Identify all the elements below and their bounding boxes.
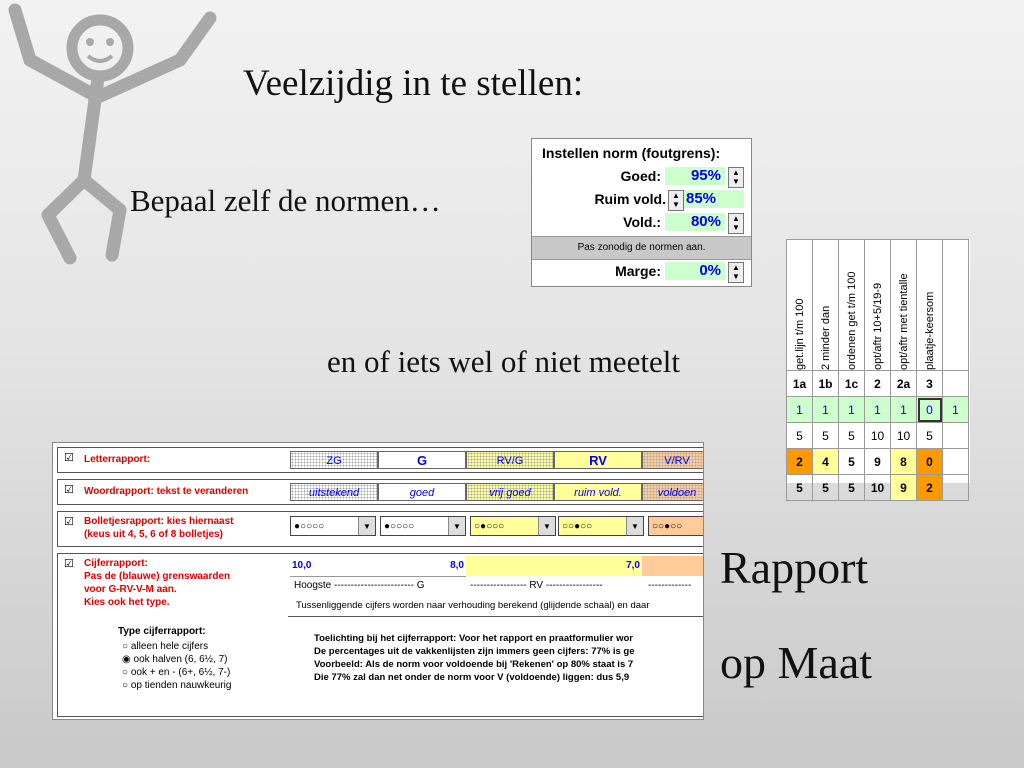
grid-code-cell: 1c	[839, 371, 865, 397]
normen-heading: Bepaal zelf de normen…	[130, 183, 441, 218]
norm-row-vold	[532, 212, 751, 233]
grade-label-4: Kies ook het type.	[84, 597, 170, 608]
dots-select-5[interactable]: ○○●○○	[648, 516, 704, 536]
grid-header-cell: 2 minder dan	[813, 240, 839, 371]
grid-cell: 9	[865, 449, 891, 475]
grade-range-g	[290, 556, 466, 577]
grid-cell: 2	[917, 475, 943, 501]
grid-header-cell: opt/aftr 10+5/19-9	[865, 240, 891, 371]
grid-cell: 8	[891, 449, 917, 475]
dots-select-4[interactable]: ○○●○○ ▼	[558, 516, 644, 536]
grid-cell: 10	[865, 423, 891, 449]
grid-cell: 2	[787, 449, 813, 475]
grid-cell: 5	[787, 423, 813, 449]
norm-value-ruim[interactable]: 85%	[684, 190, 744, 208]
grid-code-cell: 1a	[787, 371, 813, 397]
report-settings-panel	[52, 442, 704, 720]
grid-cell: 5	[839, 423, 865, 449]
grid-cell: 5	[813, 423, 839, 449]
norm-row-marge	[532, 261, 751, 282]
grade-range-label-v: -------------	[648, 580, 692, 591]
grid-header-cell: opt/aftr met tientalle	[891, 240, 917, 371]
grid-cell: 10	[891, 423, 917, 449]
word-label: Woordrapport: tekst te veranderen	[84, 486, 249, 497]
grade-option-2[interactable]: ○ ook + en - (6+, 6½, 7-)	[122, 667, 231, 678]
norm-spinner-vold[interactable]: ▲ ▼	[728, 213, 744, 234]
grade-checkbox[interactable]: ☑	[64, 558, 74, 570]
rapport-heading: Rapport	[720, 542, 869, 593]
grid-cell: 0	[917, 449, 943, 475]
grade-divider	[288, 616, 704, 617]
chevron-down-icon[interactable]: ▼	[358, 517, 375, 535]
grade-label-1: Cijferrapport:	[84, 558, 148, 569]
letter-cell-rv[interactable]: RV	[554, 451, 642, 469]
letter-cell-vrv[interactable]: V/RV	[642, 451, 704, 469]
grade-note: Tussenliggende cijfers worden naar verhouding berekend (glijdende schaal) en daar	[296, 600, 650, 611]
letter-report-block	[57, 447, 704, 473]
chevron-down-icon[interactable]: ▼	[538, 517, 555, 535]
grade-label-2: Pas de (blauwe) grenswaarden	[84, 571, 231, 582]
dots-select-1[interactable]: ●○○○○ ▼	[290, 516, 376, 536]
dots-select-2[interactable]: ●○○○○ ▼	[380, 516, 466, 536]
grid-cell: 5	[813, 475, 839, 501]
norm-value-goed[interactable]: 95%	[665, 167, 725, 185]
letter-cell-g[interactable]: G	[378, 451, 466, 469]
norm-hint: Pas zonodig de normen aan.	[532, 236, 751, 260]
letter-checkbox[interactable]: ☑	[64, 452, 74, 464]
dots-checkbox[interactable]: ☑	[64, 516, 74, 528]
grid-toggle-cell[interactable]: 1	[787, 397, 813, 423]
norm-spinner-goed[interactable]: ▲ ▼	[728, 167, 744, 188]
grid-toggle-cell[interactable]: 1	[865, 397, 891, 423]
norm-title-row	[532, 143, 751, 164]
grid-toggle-cell[interactable]: 1	[839, 397, 865, 423]
norm-label-vold: Vold.:	[623, 214, 661, 230]
grade-label-3: voor G-RV-V-M aan.	[84, 584, 177, 595]
norm-label-ruim: Ruim vold.	[594, 191, 666, 207]
slide-title: Veelzijdig in te stellen:	[243, 63, 584, 104]
letter-cell-zg[interactable]: ZG	[290, 451, 378, 469]
grade-report-block	[57, 553, 704, 717]
grade-explanation-line: Die 77% zal dan net onder de norm voor V (voldoende) liggen: dus 5,9	[314, 672, 630, 683]
grid-cell	[943, 423, 969, 449]
grade-explanation	[314, 632, 635, 684]
grid-code-row	[787, 371, 969, 397]
grade-range-label-rv: ----------------- RV -----------------	[470, 580, 603, 591]
grid-code-cell: 1b	[813, 371, 839, 397]
word-cell-2[interactable]: goed	[378, 483, 466, 501]
grid-header-cell: ordenen get t/m 100	[839, 240, 865, 371]
dots-label-1: Bolletjesrapport: kies hiernaast	[84, 516, 234, 527]
norm-row-ruim	[532, 189, 751, 210]
norm-row-goed	[532, 166, 751, 187]
norm-label-goed: Goed:	[620, 168, 661, 184]
norm-label-marge: Marge:	[615, 263, 661, 279]
letter-label: Letterrapport:	[84, 454, 151, 465]
grade-explanation-line: De percentages uit de vakkenlijsten zijn immers geen cijfers: 77% is ge	[314, 646, 635, 657]
grade-option-0[interactable]: ○ alleen hele cijfers	[122, 641, 209, 652]
grid-toggle-cell[interactable]: 1	[813, 397, 839, 423]
grid-cell: 5	[839, 475, 865, 501]
grid-cell: 9	[891, 475, 917, 501]
dots-label-2: (keus uit 4, 5, 6 of 8 bolletjes)	[84, 529, 223, 540]
stick-figure-illustration	[0, 0, 230, 270]
grid-code-cell: 2	[865, 371, 891, 397]
norm-value-vold[interactable]: 80%	[665, 213, 725, 231]
grade-range-rv	[466, 556, 642, 576]
word-cell-4[interactable]: ruim vold.	[554, 483, 642, 501]
test-grid	[786, 239, 970, 495]
norm-title: Instellen norm (foutgrens):	[542, 145, 721, 161]
grid-header-row	[787, 240, 969, 371]
grade-type-title: Type cijferrapport:	[118, 626, 206, 637]
word-cell-3[interactable]: vrij goed	[466, 483, 554, 501]
grade-value-10[interactable]: 10,0	[292, 560, 312, 571]
norm-spinner-ruim[interactable]: ▲ ▼	[668, 190, 684, 211]
grid-header-cell: plaatje-keersom	[917, 240, 943, 371]
grid-toggle-cell[interactable]: 0	[917, 397, 943, 423]
grid-cell: 4	[813, 449, 839, 475]
letter-cell-rvg[interactable]: RV/G	[466, 451, 554, 469]
dots-select-3[interactable]: ○●○○○ ▼	[470, 516, 556, 536]
grade-value-8[interactable]: 8,0	[450, 560, 464, 571]
grid-header-cell	[943, 240, 969, 371]
grade-option-3[interactable]: ○ op tienden nauwkeurig	[122, 680, 232, 691]
word-checkbox[interactable]: ☑	[64, 484, 74, 496]
grid-score-row	[787, 449, 969, 475]
grade-range-v	[642, 556, 704, 576]
dots-report-block	[57, 511, 704, 547]
norm-settings-panel	[531, 138, 752, 287]
norm-value-marge[interactable]: 0%	[665, 262, 725, 280]
grid-cell	[943, 475, 969, 501]
grade-explanation-line: Toelichting bij het cijferrapport: Voor het rapport en praatformulier wor	[314, 633, 633, 644]
grid-toggle-cell[interactable]: 1	[943, 397, 969, 423]
test-grid-table	[786, 239, 969, 501]
grid-cell	[943, 449, 969, 475]
grid-cell: 5	[917, 423, 943, 449]
word-cell-5[interactable]: voldoen	[642, 483, 704, 501]
grid-header-cell: get.lijn t/m 100	[787, 240, 813, 371]
grade-option-1[interactable]: ◉ ook halven (6, 6½, 7)	[122, 654, 228, 665]
word-cell-1[interactable]: uitstekend	[290, 483, 378, 501]
grid-cell: 5	[787, 475, 813, 501]
grid-max-row	[787, 423, 969, 449]
grade-explanation-line: Voorbeeld: Als de norm voor voldoende bij 'Rekenen' op 80% staat is 7	[314, 659, 634, 670]
grade-type-options	[122, 640, 231, 692]
grid-code-cell	[943, 371, 969, 397]
grid-toggle-cell[interactable]: 1	[891, 397, 917, 423]
grid-total-row	[787, 475, 969, 501]
grade-value-7[interactable]: 7,0	[626, 560, 640, 571]
norm-spinner-marge[interactable]: ▲ ▼	[728, 262, 744, 283]
meetelt-heading: en of iets wel of niet meetelt	[327, 344, 680, 379]
grade-range-label-g: Hoogste ------------------------ G	[294, 580, 425, 591]
grid-code-cell: 3	[917, 371, 943, 397]
grid-cell: 5	[839, 449, 865, 475]
chevron-down-icon[interactable]: ▼	[448, 517, 465, 535]
grid-cell: 10	[865, 475, 891, 501]
word-report-block	[57, 479, 704, 505]
grid-toggle-row	[787, 397, 969, 423]
chevron-down-icon[interactable]: ▼	[626, 517, 643, 535]
op-maat-heading: op Maat	[720, 637, 873, 688]
grid-code-cell: 2a	[891, 371, 917, 397]
